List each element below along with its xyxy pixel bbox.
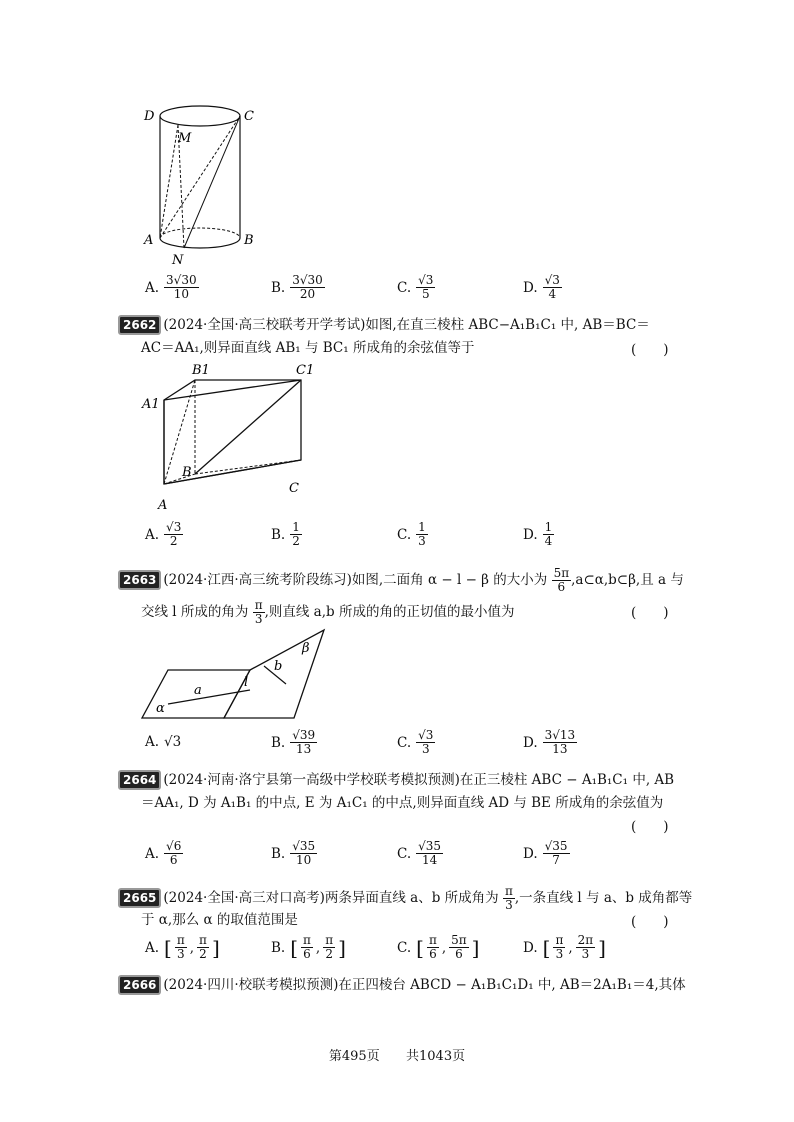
option-A[interactable]: A. [ $\frac{\pi}{3}$ , $\frac{\pi}{2}$ ]	[145, 933, 220, 961]
option-B[interactable]: B. $\frac{√39}{13}$	[271, 728, 316, 756]
q2665-line2: 于 α,那么 α 的取值范围是	[141, 912, 298, 928]
question-number: 2665	[118, 888, 161, 908]
cylinder-figure	[140, 100, 270, 268]
option-B[interactable]: B. [ $\frac{\pi}{6}$ , $\frac{\pi}{2}$ ]	[271, 933, 346, 961]
label-C1: C1	[296, 363, 315, 378]
question-number: 2663	[118, 570, 161, 590]
cylinder-top-ellipse	[160, 106, 240, 126]
option-A[interactable]: A. $\frac{√6}{6}$	[145, 839, 182, 867]
label-C: C	[244, 109, 254, 124]
option-B[interactable]: B. $\frac{1}{2}$	[271, 520, 300, 548]
q2663-line2: 交线 l 所成的角为 $\frac{\pi}{3}$ ,则直线 a,b 所成的角的正切值的最小值为	[141, 598, 515, 626]
option-C[interactable]: C. $\frac{√3}{3}$	[397, 728, 434, 756]
answer-paren: ( )	[631, 605, 669, 621]
option-D[interactable]: D. $\frac{3√13}{13}$	[523, 728, 576, 756]
q2664-line1: 2664 (2024·河南·洛宁县第一高级中学校联考模拟预测)在正三棱柱 ABC − A₁B₁C₁ 中, AB	[118, 770, 674, 790]
label-B1: B1	[192, 363, 210, 378]
label-A: A	[158, 498, 168, 513]
option-A[interactable]: A. √3	[145, 734, 182, 750]
dihedral-figure	[138, 624, 338, 724]
label-B: B	[244, 233, 254, 248]
label-M: M	[178, 131, 192, 146]
q2665-line1: 2665 (2024·全国·高三对口高考)两条异面直线 a、b 所成角为 $\frac{\pi}{3}$ ,一条直线 l 与 a、b 成角都等	[118, 885, 692, 912]
label-l: l	[244, 675, 249, 690]
option-C[interactable]: C. $\frac{√3}{5}$	[397, 273, 434, 301]
option-D[interactable]: D. $\frac{1}{4}$	[523, 520, 553, 548]
label-A1: A1	[142, 397, 160, 412]
label-alpha: α	[156, 701, 165, 716]
answer-paren: ( )	[631, 819, 669, 835]
page-footer	[0, 1045, 794, 1064]
label-a: a	[194, 683, 202, 698]
page-total: 共1043页	[406, 1049, 466, 1064]
label-C: C	[289, 481, 299, 496]
label-A: A	[144, 233, 154, 248]
q2666-line1: 2666 (2024·四川·校联考模拟预测)在正四棱台 ABCD − A₁B₁C₁D₁ 中, AB＝2A₁B₁＝4,其体	[118, 975, 686, 995]
page-number: 第495页	[328, 1049, 380, 1064]
option-D[interactable]: D. $\frac{√3}{4}$	[523, 273, 560, 301]
label-N: N	[172, 253, 184, 268]
option-A[interactable]: A. $\frac{3√30}{10}$	[145, 273, 197, 301]
question-number: 2662	[118, 315, 161, 335]
option-D[interactable]: D. $\frac{√35}{7}$	[523, 839, 568, 867]
option-C[interactable]: C. [ $\frac{\pi}{6}$ , $\frac{5\pi}{6}$ ]	[397, 933, 480, 961]
label-D: D	[144, 109, 155, 124]
q2662-line1: 2662 (2024·全国·高三校联考开学考试)如图,在直三棱柱 ABC−A₁B₁C₁ 中, AB＝BC＝	[118, 315, 650, 335]
option-C[interactable]: C. $\frac{1}{3}$	[397, 520, 426, 548]
q2662-line2: AC＝AA₁,则异面直线 AB₁ 与 BC₁ 所成角的余弦值等于	[141, 340, 475, 356]
option-D[interactable]: D. [ $\frac{\pi}{3}$ , $\frac{2\pi}{3}$ ]	[523, 933, 606, 961]
answer-paren: ( )	[631, 342, 669, 358]
option-C[interactable]: C. $\frac{√35}{14}$	[397, 839, 442, 867]
label-beta: β	[302, 641, 310, 656]
q2663-line1: 2663 (2024·江西·高三统考阶段练习)如图,二面角 α − l − β 的大小为 $\frac{5\pi}{6}$ ,a⊂α,b⊂β,且 a 与	[118, 567, 684, 594]
question-number: 2666	[118, 975, 161, 995]
question-number: 2664	[118, 770, 161, 790]
q2664-line2: ＝AA₁, D 为 A₁B₁ 的中点, E 为 A₁C₁ 的中点,则异面直线 AD 与 BE 所成角的余弦值为	[141, 795, 664, 811]
option-B[interactable]: B. $\frac{3√30}{20}$	[271, 273, 323, 301]
answer-paren: ( )	[631, 914, 669, 930]
label-B: B	[182, 465, 192, 480]
option-B[interactable]: B. $\frac{√35}{10}$	[271, 839, 316, 867]
prism-figure	[138, 356, 318, 516]
option-A[interactable]: A. $\frac{√3}{2}$	[145, 520, 182, 548]
label-b: b	[274, 659, 283, 674]
